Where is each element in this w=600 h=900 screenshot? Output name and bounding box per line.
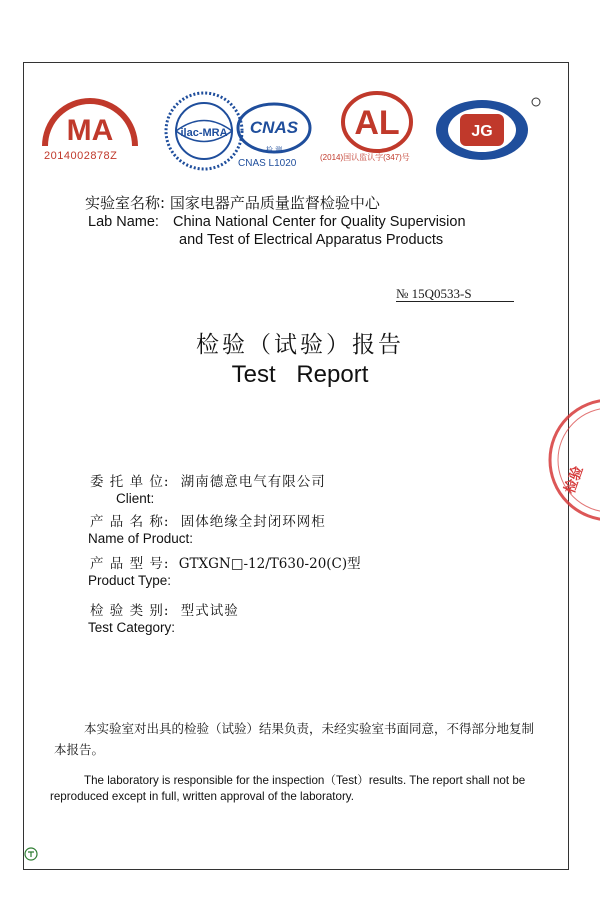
report-number: № 15Q0533-S (396, 286, 472, 301)
jg-logo (432, 94, 542, 164)
type-label-cn: 产 品 型 号: (90, 556, 170, 572)
red-seal-stamp (540, 395, 600, 525)
type-value: GTXGN□-12/T630-20(C)型 (178, 556, 361, 572)
disclaimer-cn: 本实验室对出具的检验（试验）结果负责，未经实验室书面同意，不得部分地复制本报告。 (54, 721, 535, 757)
ilac-mra-logo (163, 90, 245, 172)
title-cn: 检验（试验）报告 (196, 332, 404, 358)
lab-name-cn: 实验室名称: 国家电器产品质量监督检验中心 (85, 194, 380, 212)
lab-name-en-line2: and Test of Electrical Apparatus Products (179, 232, 444, 248)
category-label-cn: 检 验 类 别: (90, 603, 170, 619)
title-en: Test Report (231, 361, 369, 388)
cal-logo (337, 90, 417, 156)
cnas-code: CNAS L1020 (238, 158, 297, 169)
lab-name-en-label: Lab Name: (88, 214, 159, 230)
report-number-underline (396, 301, 514, 302)
circled-mark-icon (24, 847, 38, 861)
cal-code: (2014)国认监认字(347)号 (320, 153, 410, 162)
client-value: 湖南德意电气有限公司 (180, 474, 326, 490)
cnas-logo (234, 100, 314, 158)
product-label-cn: 产 品 名 称: (90, 514, 170, 530)
category-value: 型式试验 (180, 603, 239, 619)
seal-text: 检验 (561, 464, 587, 496)
cal-logo-text: AL (354, 104, 400, 142)
type-label-en: Product Type: (88, 573, 172, 588)
cma-logo (40, 96, 140, 156)
lab-name-en-value: China National Center for Quality Supervision (172, 214, 466, 230)
disclaimer-en: The laboratory is responsible for the inspection（Test）results. The report shall not be reproduced except in full, written approval of the laboratory. (50, 774, 526, 803)
category-label-en: Test Category: (88, 620, 176, 635)
type-row (90, 552, 361, 572)
cma-code: 2014002878Z (44, 150, 118, 162)
client-label-cn: 委 托 单 位: (90, 474, 170, 490)
lab-name-en-line1 (88, 214, 466, 230)
cnas-logo-text: CNAS (249, 118, 299, 137)
product-label-en: Name of Product: (88, 531, 194, 546)
client-label-en: Client: (116, 491, 155, 506)
product-row (90, 510, 326, 530)
jg-logo-text: JG (471, 123, 493, 140)
cnas-logo-subtext: 检 测 (265, 146, 283, 154)
cma-logo-text: MA (66, 114, 114, 147)
category-row (90, 599, 239, 619)
ilac-logo-text: ilac-MRA (180, 127, 228, 139)
product-value: 固体绝缘全封闭环网柜 (180, 514, 326, 530)
client-row (90, 470, 326, 490)
